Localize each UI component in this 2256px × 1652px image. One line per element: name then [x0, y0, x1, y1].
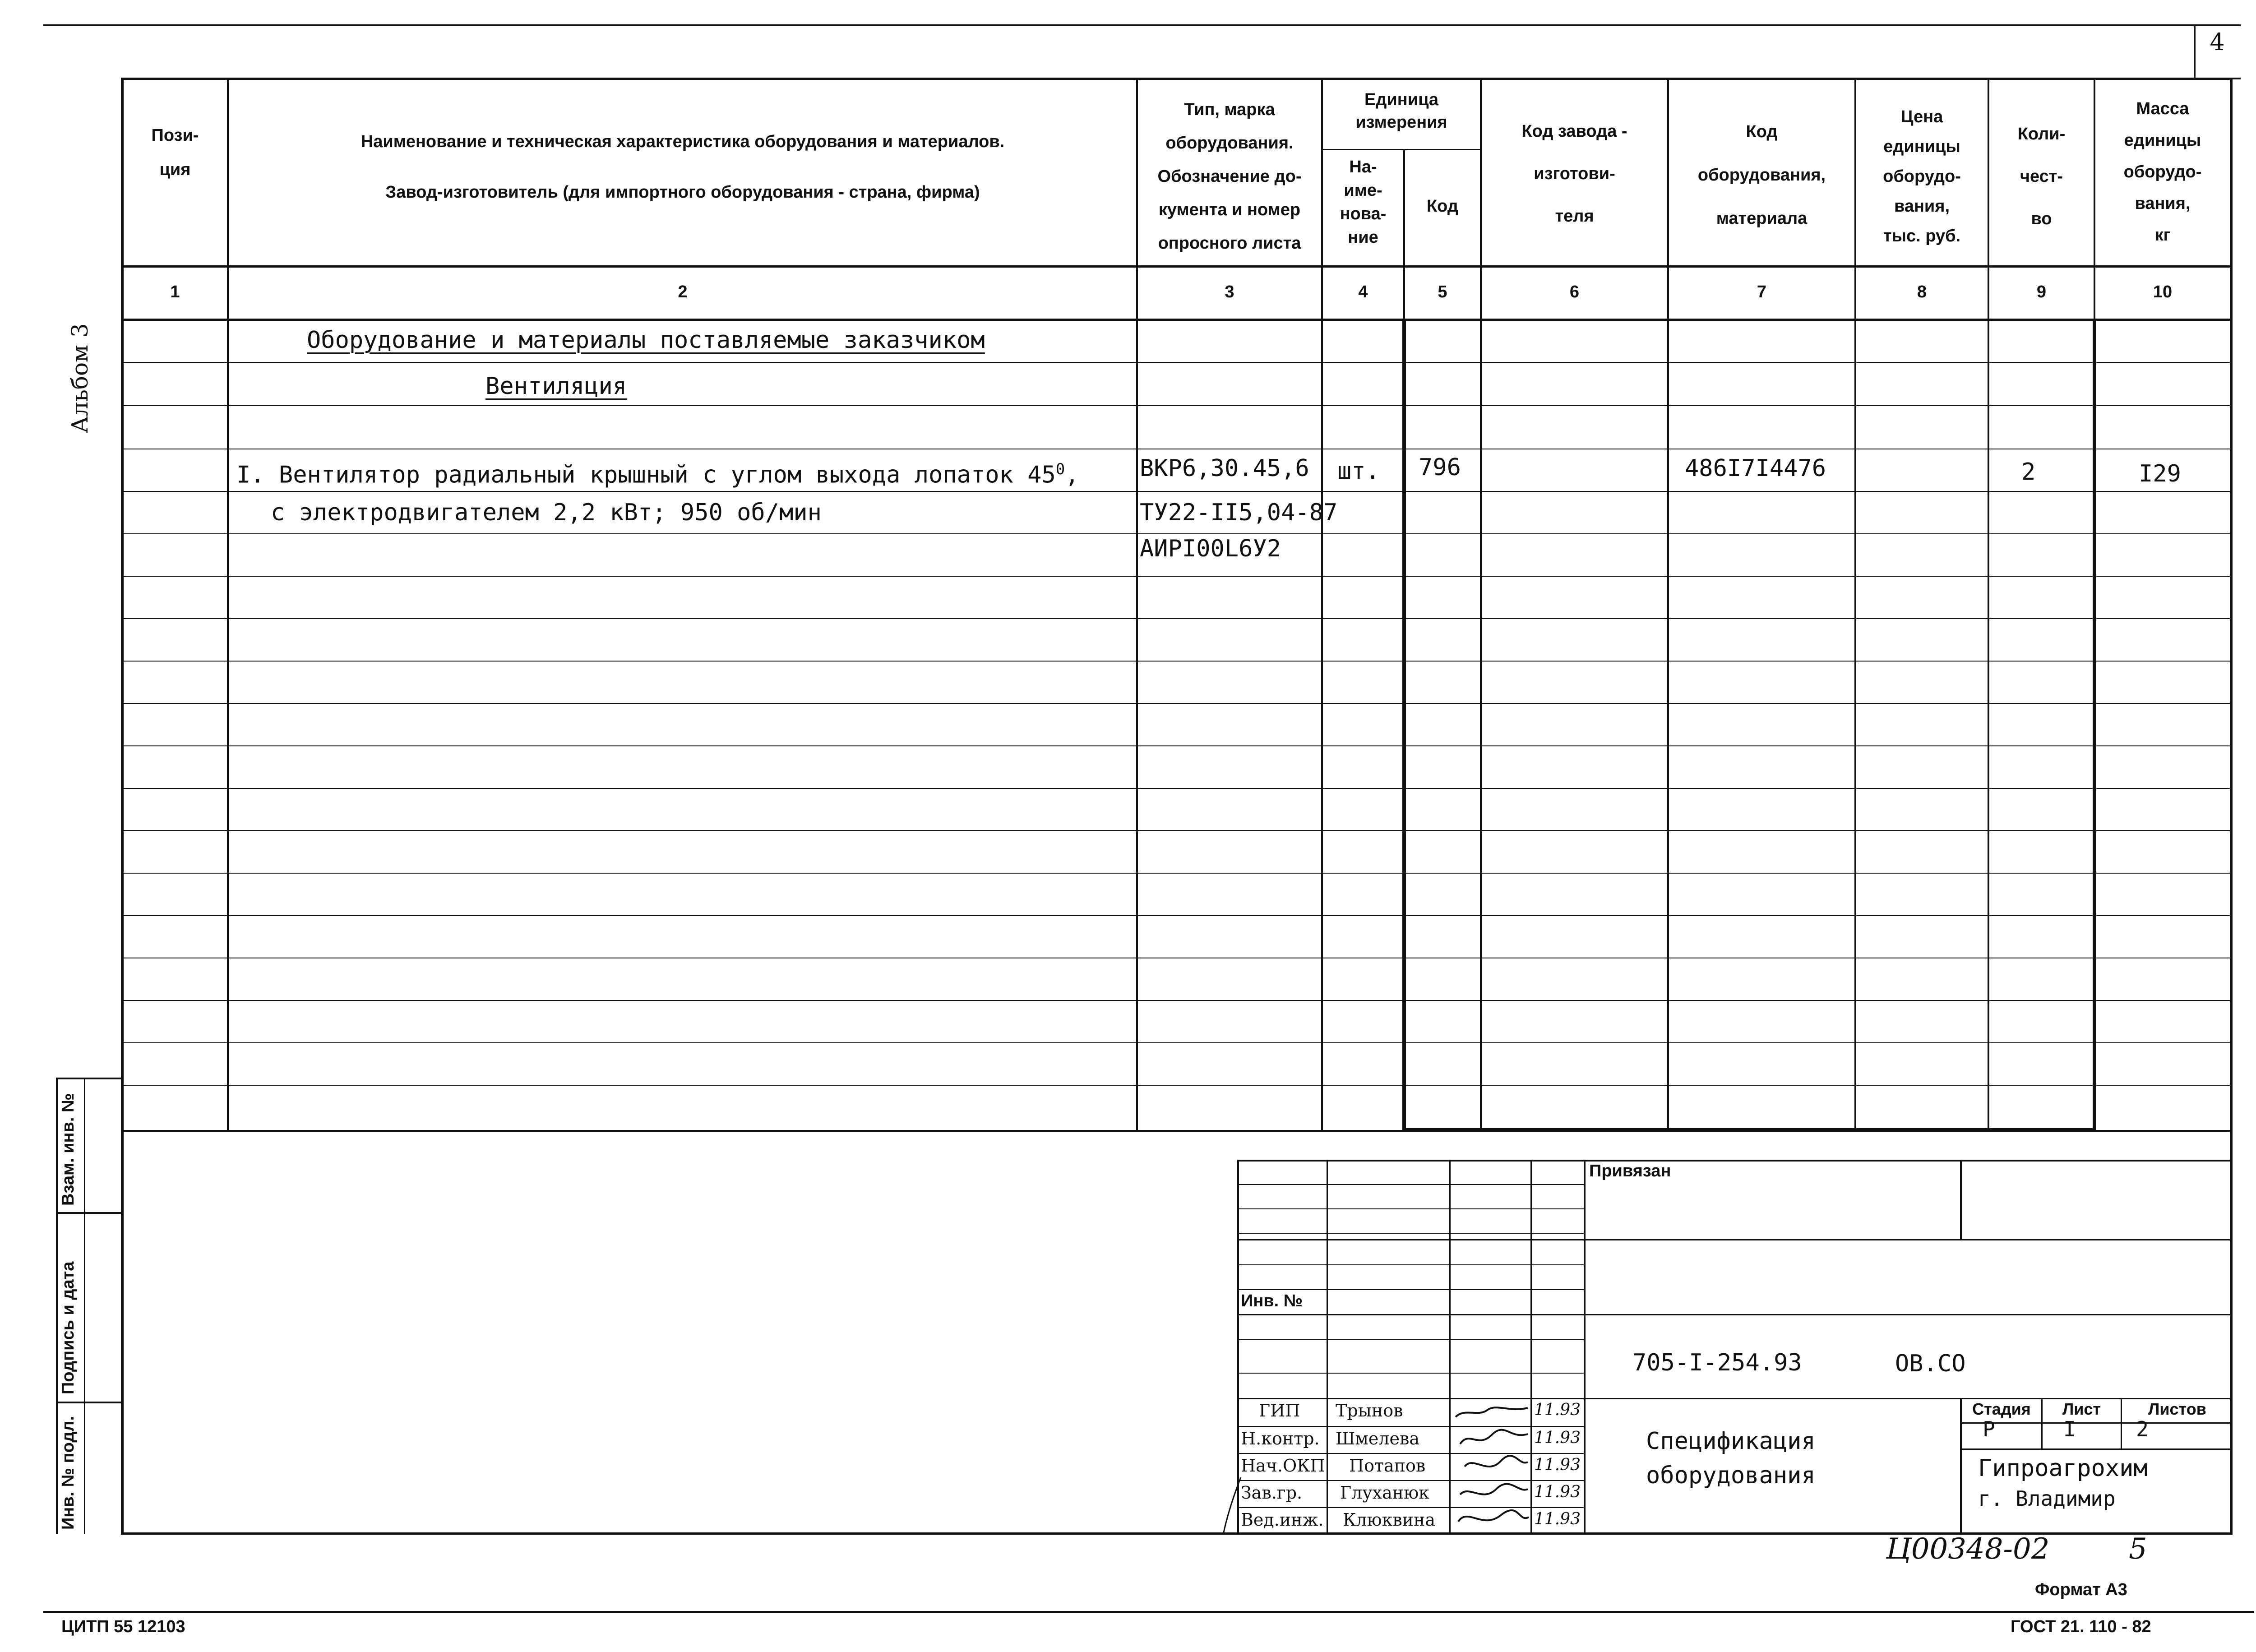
signer-date: 11.93 — [1534, 1401, 1581, 1419]
unit-subheader-line — [1321, 149, 1480, 150]
sheet-number: 4 — [2210, 29, 2225, 56]
side-label-inv-podl: Инв. № подл. — [59, 1416, 78, 1530]
row-line — [121, 405, 2233, 406]
stage-label: Стадия — [1972, 1400, 2031, 1418]
tb-row — [1237, 1314, 2233, 1315]
tb-col-d — [1584, 1160, 1586, 1534]
header-qty: Коли- чест- во — [2017, 125, 2066, 228]
sheets-label: Листов — [2148, 1400, 2206, 1418]
tb-row — [1237, 1480, 1585, 1481]
colnum-2: 2 — [678, 282, 688, 301]
colnum-7: 7 — [1757, 282, 1767, 301]
header-price: Цена единицы оборудо- вания, тыс. руб. — [1883, 107, 1961, 245]
signature-mark — [1458, 1510, 1529, 1522]
row-line — [121, 1042, 2233, 1043]
header-position: Пози- ция — [151, 126, 199, 179]
side-label-vzam-inv: Взам. инв. № — [59, 1093, 78, 1206]
footer-left: ЦИТП 55 12103 — [61, 1617, 185, 1636]
row-line — [121, 703, 2233, 704]
item-degree: 0 — [1055, 460, 1065, 478]
row-line — [121, 618, 2233, 619]
thick-box-left — [1402, 319, 1406, 1132]
tb-col-e — [1960, 1160, 1962, 1239]
header-unit-code: Код — [1426, 197, 1459, 216]
signature-mark — [1465, 1456, 1528, 1467]
org-line-1: Гипроагрохим — [1978, 1455, 2148, 1482]
colnum-1: 1 — [170, 282, 180, 301]
sheet-label: Лист — [2062, 1400, 2101, 1418]
colnum-3: 3 — [1225, 282, 1234, 301]
tb-row — [1237, 1208, 1585, 1209]
item-description: I. Вентилятор радиальный крышный с углом выхода лопаток 45 — [236, 461, 1056, 489]
signer-role: Зав.гр. — [1241, 1483, 1303, 1503]
section-title: Оборудование и материалы поставляемые заказчиком — [307, 327, 985, 354]
row-line — [121, 873, 2233, 874]
side-label-podpis-data: Подпись и дата — [59, 1261, 78, 1394]
signer-name: Глуханюк — [1340, 1483, 1429, 1503]
row-line — [121, 830, 2233, 831]
signer-name: Клюквина — [1343, 1510, 1436, 1530]
colnum-5: 5 — [1438, 282, 1447, 301]
tb-row — [1237, 1339, 1585, 1340]
row-line — [121, 1130, 2233, 1132]
signer-role: Н.контр. — [1241, 1429, 1320, 1448]
item-type-1: ВКР6,30.45,6 — [1140, 455, 1309, 482]
footer-line — [43, 1611, 2254, 1613]
doc-mark: ОВ.СО — [1895, 1350, 1966, 1377]
header-name: Наименование и техническая характеристика оборудования и материалов. Завод-изготовитель (для импортного оборудования - страна, фирма) — [361, 132, 1005, 202]
doc-title-line-2: оборудования — [1646, 1462, 1816, 1489]
row-line — [121, 1085, 2233, 1086]
stamp-col-top — [56, 1078, 123, 1079]
top-border — [43, 24, 2241, 26]
colnum-8: 8 — [1917, 282, 1927, 301]
tb-row — [1237, 1507, 1585, 1508]
signature-mark — [1460, 1484, 1528, 1495]
item-equip-code: 486I7I4476 — [1685, 455, 1826, 482]
stamp-col-split-1 — [56, 1212, 123, 1214]
frame-right — [2230, 78, 2233, 1534]
handwritten-code: Ц00348-02 — [1886, 1532, 2050, 1566]
row-line — [121, 788, 2233, 789]
sheet-value: I — [2063, 1417, 2076, 1441]
album-label: Альбом 3 — [67, 323, 93, 433]
signer-name: Трынов — [1336, 1401, 1403, 1421]
row-line — [121, 745, 2233, 746]
signer-name: Потапов — [1349, 1456, 1426, 1476]
header-factory-code: Код завода - изготови- теля — [1521, 122, 1627, 226]
item-mass: I29 — [2139, 460, 2181, 487]
item-qty: 2 — [2021, 458, 2036, 486]
row-line — [121, 533, 2233, 534]
header-unit-name: На- име- нова- ние — [1340, 157, 1387, 247]
tb-row — [1237, 1239, 2233, 1240]
thick-box-right — [2093, 319, 2096, 1132]
stamp-col-split-2 — [56, 1402, 123, 1403]
signature-mark — [1460, 1430, 1528, 1444]
doc-code: 705-I-254.93 — [1632, 1349, 1802, 1376]
tb-row — [1237, 1264, 1585, 1265]
frame-top — [121, 78, 2233, 80]
stamp-col-inner — [84, 1078, 85, 1534]
item-type-3: АИРI00L6У2 — [1140, 535, 1281, 562]
stamp-col-left — [56, 1078, 58, 1534]
header-type: Тип, марка оборудования. Обозначение до- кумента и номер опросного листа — [1157, 100, 1302, 253]
tb-col-a — [1327, 1160, 1328, 1534]
format-label: Формат А3 — [2035, 1580, 2127, 1599]
item-line1-end: , — [1065, 461, 1079, 489]
tb-stage-row-2 — [1960, 1448, 2233, 1450]
margin-stroke — [1221, 1476, 1244, 1534]
signer-date: 11.93 — [1534, 1483, 1581, 1501]
subsection-title: Вентиляция — [485, 373, 627, 400]
stage-value: Р — [1983, 1417, 1995, 1441]
tb-row — [1237, 1398, 2233, 1399]
item-unit: шт. — [1337, 458, 1380, 485]
header-equip-code: Код оборудования, материала — [1697, 122, 1826, 228]
tb-row — [1237, 1426, 1585, 1427]
row-line — [121, 1000, 2233, 1001]
col-line-1 — [227, 78, 229, 1132]
colnum-10: 10 — [2153, 282, 2173, 301]
tb-row — [1237, 1373, 1585, 1374]
signatures-drawing — [1451, 1399, 1532, 1534]
tb-row — [1237, 1184, 1585, 1185]
signer-name: Шмелева — [1336, 1429, 1420, 1448]
signer-date: 11.93 — [1534, 1429, 1581, 1447]
colnum-6: 6 — [1569, 282, 1580, 301]
signer-date: 11.93 — [1534, 1510, 1581, 1528]
row-line — [121, 491, 2233, 492]
signer-role: Нач.ОКП — [1241, 1456, 1325, 1476]
item-line-2: с электродвигателем 2,2 кВт; 950 об/мин — [271, 499, 822, 526]
inv-no-label: Инв. № — [1241, 1291, 1303, 1310]
org-line-2: г. Владимир — [1978, 1486, 2116, 1511]
tb-top — [1237, 1160, 2233, 1161]
header-mass: Масса единицы оборудо- вания, кг — [2123, 99, 2202, 245]
signer-date: 11.93 — [1534, 1456, 1581, 1474]
footer-right: ГОСТ 21. 110 - 82 — [2011, 1617, 2151, 1636]
item-unit-code: 796 — [1419, 454, 1461, 481]
row-line — [121, 576, 2233, 577]
item-type-2: ТУ22-II5,04-87 — [1140, 499, 1338, 526]
thick-box-top — [1402, 319, 2096, 321]
privyazan-label: Привязан — [1589, 1161, 1671, 1180]
sheets-value: 2 — [2136, 1417, 2149, 1441]
tb-row — [1237, 1233, 1585, 1234]
row-line — [121, 362, 2233, 363]
handwritten-page: 5 — [2129, 1532, 2147, 1566]
colnum-9: 9 — [2036, 282, 2047, 301]
signer-role: ГИП — [1259, 1401, 1300, 1421]
signer-role: Вед.инж. — [1241, 1510, 1324, 1530]
header-unit: Единица измерения — [1355, 90, 1447, 132]
row-line — [121, 661, 2233, 662]
tb-row — [1237, 1453, 1585, 1454]
tb-row — [1237, 1289, 1585, 1290]
signature-mark — [1456, 1407, 1528, 1417]
item-line-1 — [236, 460, 1079, 488]
doc-title-line-1: Спецификация — [1646, 1428, 1816, 1455]
header-bottom-line — [121, 265, 2233, 268]
row-line — [121, 915, 2233, 916]
tb-col-b — [1449, 1160, 1451, 1534]
colnum-4: 4 — [1358, 282, 1368, 301]
